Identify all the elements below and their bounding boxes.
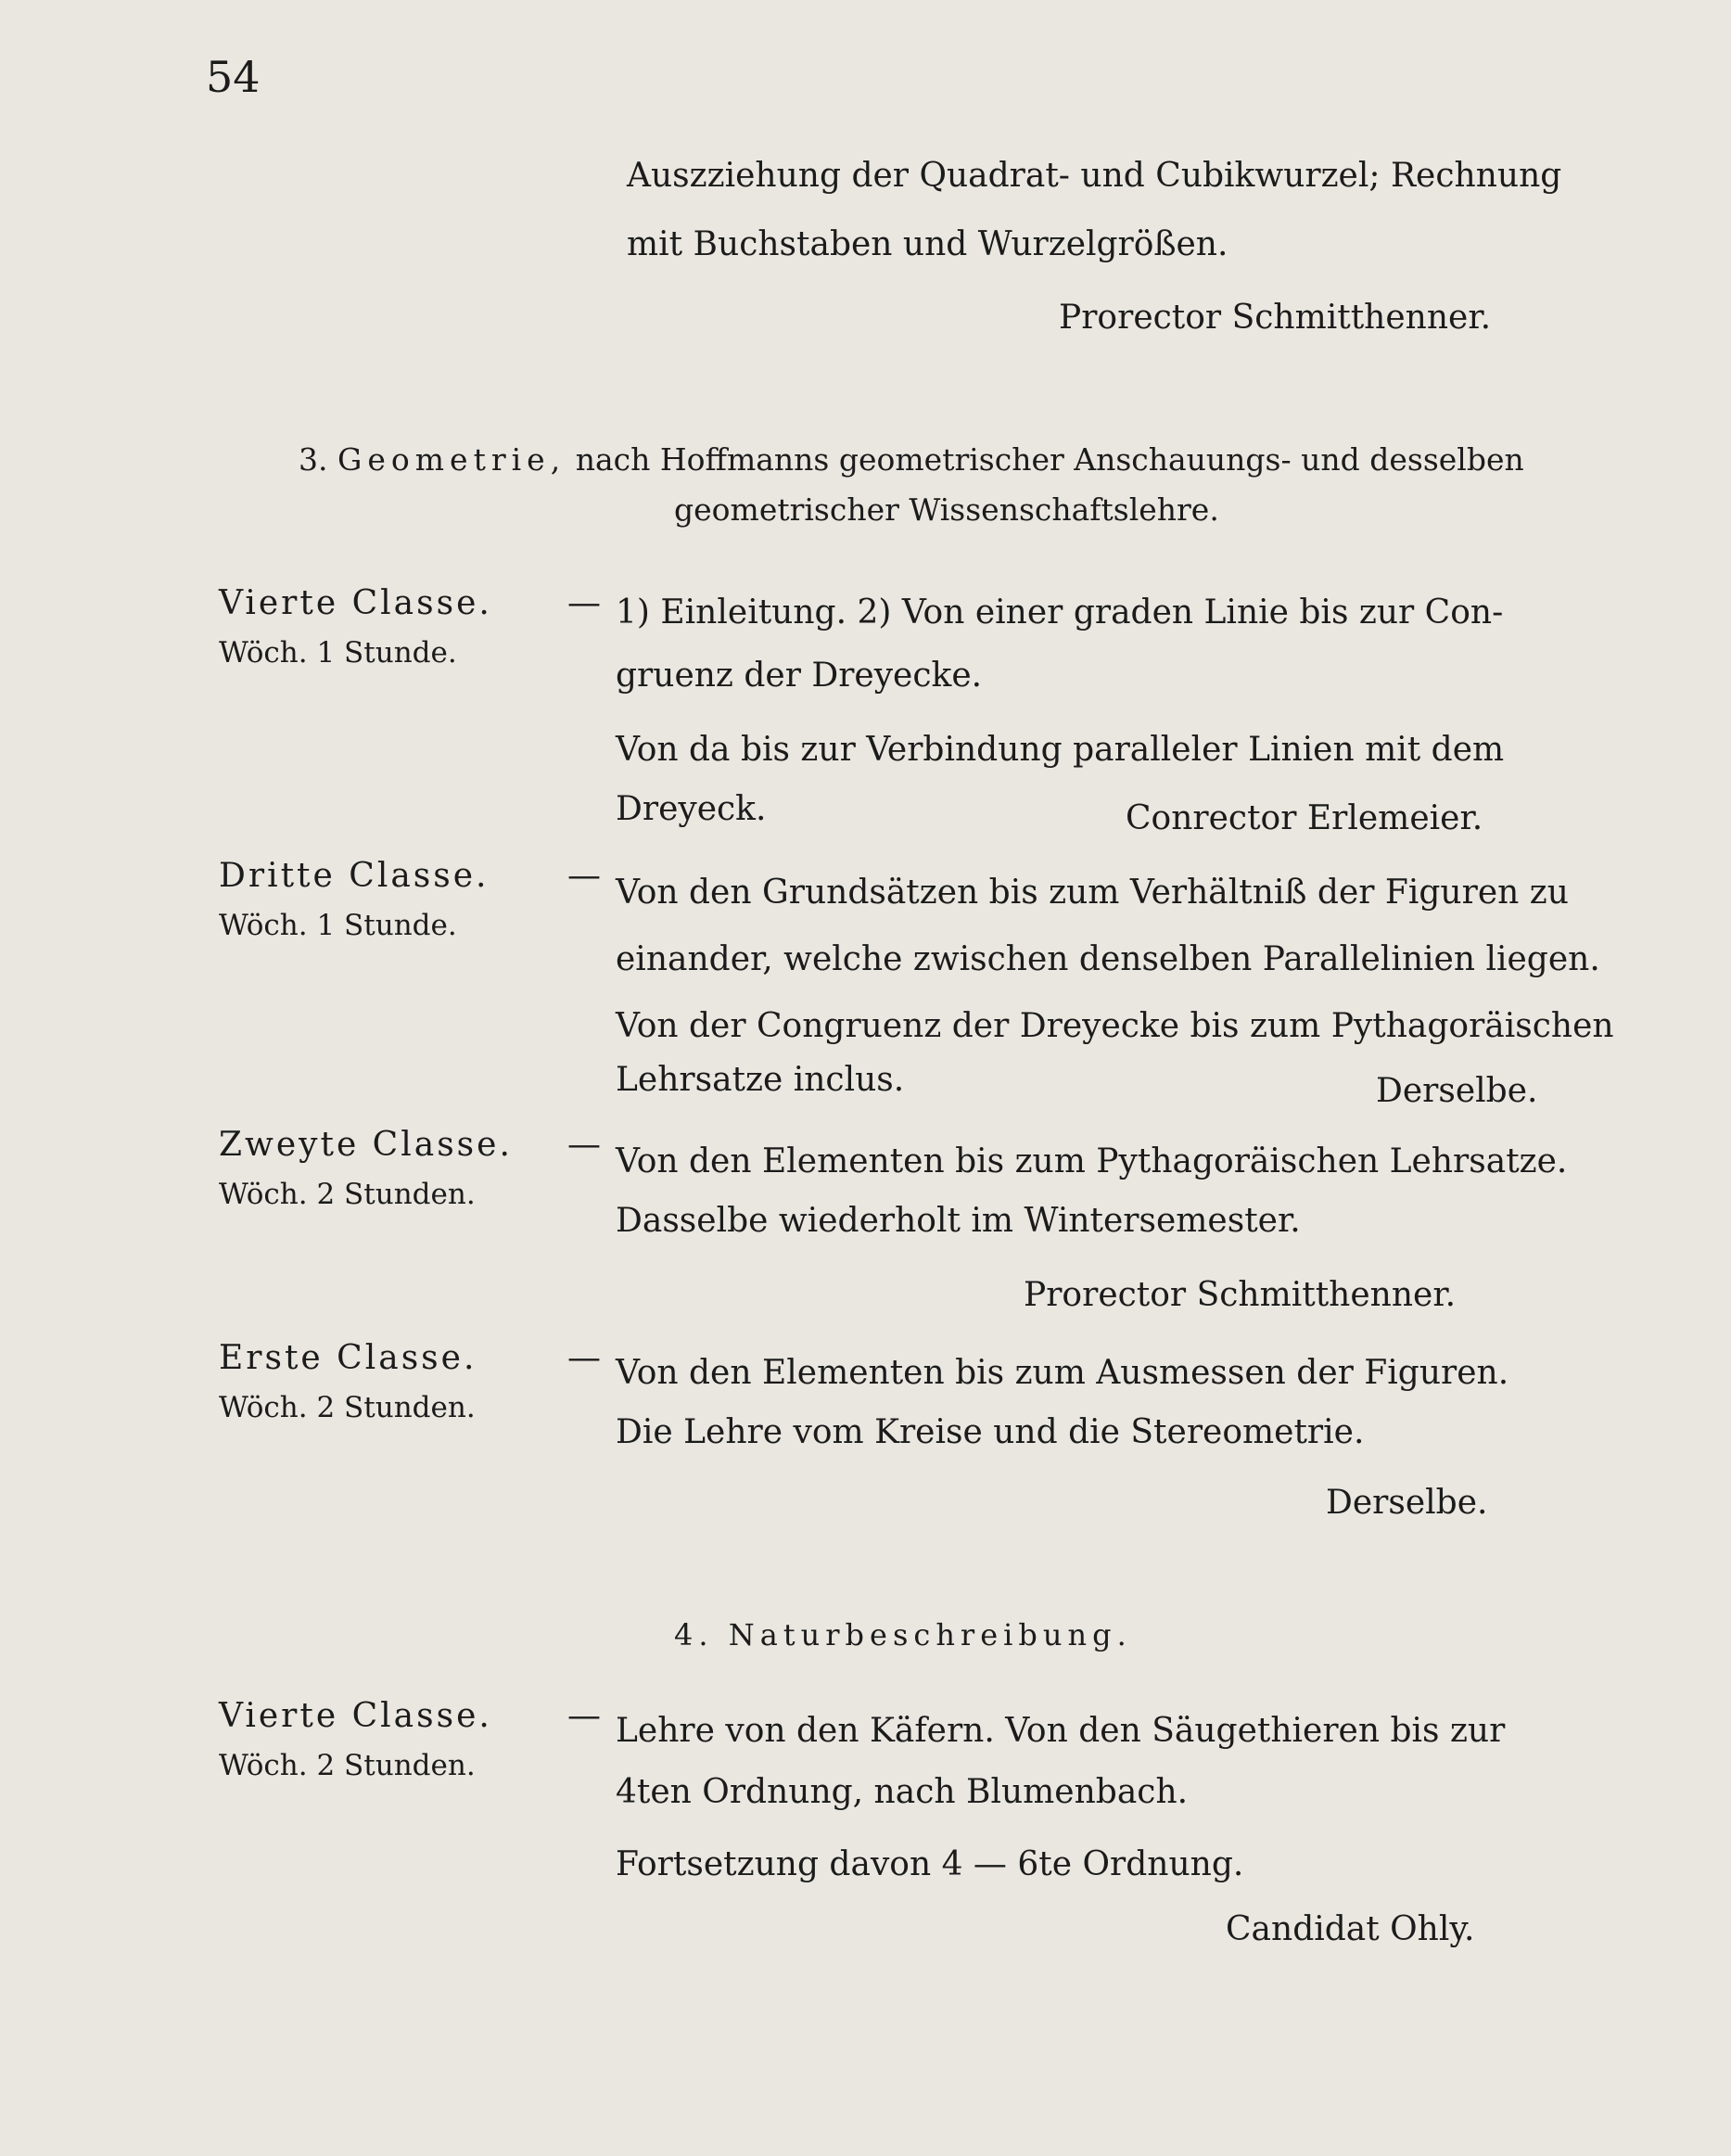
class-line: Von da bis zur Verbindung paralleler Linien mit dem <box>616 731 1505 769</box>
class-line: Lehrsatze inclus. <box>616 1061 905 1099</box>
section-3-heading <box>299 441 1524 478</box>
class-line: Lehre von den Käfern. Von den Säugethieren bis zur <box>616 1712 1506 1750</box>
class-name: Vierte Classe. <box>219 1697 492 1735</box>
dash: — <box>567 857 601 895</box>
intro-line-1: Auszziehung der Quadrat- und Cubikwurzel; Rechnung <box>627 157 1562 195</box>
class-teacher: Derselbe. <box>1376 1072 1538 1110</box>
class-line: Von den Grundsätzen bis zum Verhältniß der Figuren zu <box>616 874 1569 912</box>
dash: — <box>567 1339 601 1377</box>
class-line: Von der Congruenz der Dreyecke bis zum Pythagoräischen <box>616 1007 1614 1045</box>
class-line: einander, welche zwischen denselben Parallelinien liegen. <box>616 940 1600 978</box>
section-4-heading: 4. Naturbeschreibung. <box>674 1617 1132 1652</box>
class-line: 1) Einleitung. 2) Von einer graden Linie bis zur Con- <box>616 593 1504 631</box>
class-name: Zweyte Classe. <box>219 1126 513 1164</box>
section-3-subject: Geometrie, <box>337 441 566 478</box>
class-hours: Wöch. 1 Stunde. <box>219 636 457 670</box>
class-line: Von den Elementen bis zum Pythagoräischen Lehrsatze. <box>616 1142 1568 1180</box>
class-line: gruenz der Dreyecke. <box>616 657 983 695</box>
class-line: Fortsetzung davon 4 — 6te Ordnung. <box>616 1845 1244 1883</box>
class-line: 4ten Ordnung, nach Blumenbach. <box>616 1773 1189 1811</box>
class-hours: Wöch. 2 Stunden. <box>219 1391 476 1424</box>
section-3-number: 3. <box>299 441 328 478</box>
section-3-heading-line-2: geometrischer Wissenschaftslehre. <box>674 491 1219 528</box>
dash: — <box>567 1126 601 1164</box>
class-line: Von den Elementen bis zum Ausmessen der Figuren. <box>616 1354 1509 1392</box>
class-hours: Wöch. 2 Stunden. <box>219 1749 476 1782</box>
class-teacher: Prorector Schmitthenner. <box>1024 1276 1457 1314</box>
class-name: Dritte Classe. <box>219 857 490 895</box>
class-teacher: Conrector Erlemeier. <box>1126 799 1483 837</box>
class-line: Dreyeck. <box>616 790 767 828</box>
class-hours: Wöch. 1 Stunde. <box>219 909 457 942</box>
dash: — <box>567 1697 601 1735</box>
class-teacher: Derselbe. <box>1326 1484 1488 1522</box>
class-teacher: Candidat Ohly. <box>1226 1910 1475 1948</box>
class-line: Die Lehre vom Kreise und die Stereometrie. <box>616 1413 1365 1451</box>
class-line: Dasselbe wiederholt im Wintersemester. <box>616 1202 1301 1240</box>
dash: — <box>567 584 601 622</box>
class-name: Vierte Classe. <box>219 584 492 622</box>
page-number: 54 <box>206 52 261 102</box>
intro-teacher: Prorector Schmitthenner. <box>1059 299 1492 337</box>
intro-line-2: mit Buchstaben und Wurzelgrößen. <box>627 225 1228 263</box>
class-name: Erste Classe. <box>219 1339 477 1377</box>
class-hours: Wöch. 2 Stunden. <box>219 1178 476 1211</box>
section-3-rest: nach Hoffmanns geometrischer Anschauungs- und desselben <box>575 441 1524 478</box>
